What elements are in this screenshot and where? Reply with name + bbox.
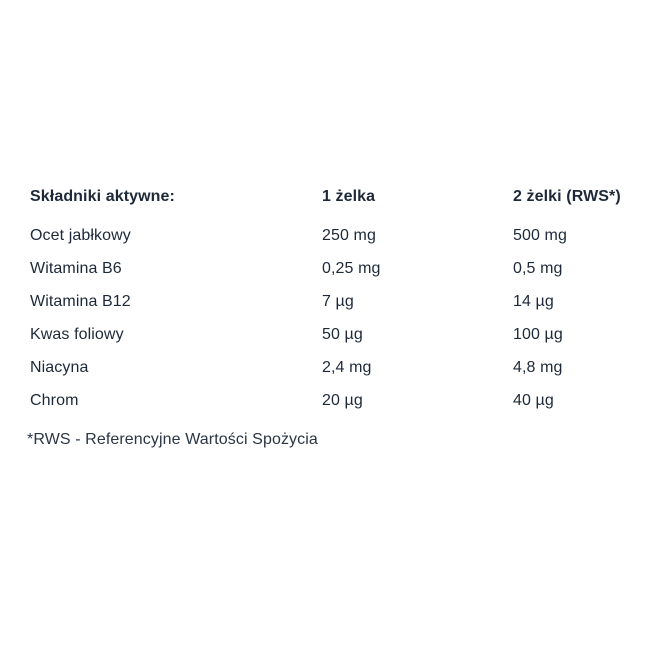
ingredient-name: Kwas foliowy bbox=[30, 325, 124, 343]
table-row bbox=[30, 384, 625, 417]
ingredient-amount-two: 500 mg bbox=[513, 226, 567, 244]
header-ingredients: Składniki aktywne: bbox=[30, 187, 175, 205]
table-row bbox=[30, 219, 625, 252]
ingredient-name: Niacyna bbox=[30, 358, 89, 376]
ingredient-name: Chrom bbox=[30, 391, 79, 409]
table-row bbox=[30, 351, 625, 384]
ingredient-amount-one: 250 mg bbox=[322, 226, 376, 244]
header-per-one-gummy: 1 żelka bbox=[322, 187, 376, 205]
table-header-row bbox=[30, 180, 625, 213]
ingredient-amount-two: 14 µg bbox=[513, 292, 554, 310]
ingredient-amount-one: 0,25 mg bbox=[322, 259, 381, 277]
ingredient-amount-one: 2,4 mg bbox=[322, 358, 372, 376]
ingredient-name: Ocet jabłkowy bbox=[30, 226, 131, 244]
ingredient-amount-two: 40 µg bbox=[513, 391, 554, 409]
ingredient-name: Witamina B6 bbox=[30, 259, 122, 277]
rws-footnote: *RWS - Referencyjne Wartości Spożycia bbox=[27, 430, 318, 448]
ingredient-name: Witamina B12 bbox=[30, 292, 131, 310]
table-row bbox=[30, 318, 625, 351]
header-per-two-gummies: 2 żelki (RWS*) bbox=[513, 187, 621, 205]
ingredient-amount-two: 4,8 mg bbox=[513, 358, 563, 376]
table-row bbox=[30, 252, 625, 285]
ingredient-amount-one: 7 µg bbox=[322, 292, 354, 310]
ingredient-amount-two: 0,5 mg bbox=[513, 259, 563, 277]
table-row bbox=[30, 285, 625, 318]
ingredient-amount-one: 50 µg bbox=[322, 325, 363, 343]
ingredient-amount-one: 20 µg bbox=[322, 391, 363, 409]
active-ingredients-table bbox=[27, 180, 625, 456]
ingredient-amount-two: 100 µg bbox=[513, 325, 563, 343]
